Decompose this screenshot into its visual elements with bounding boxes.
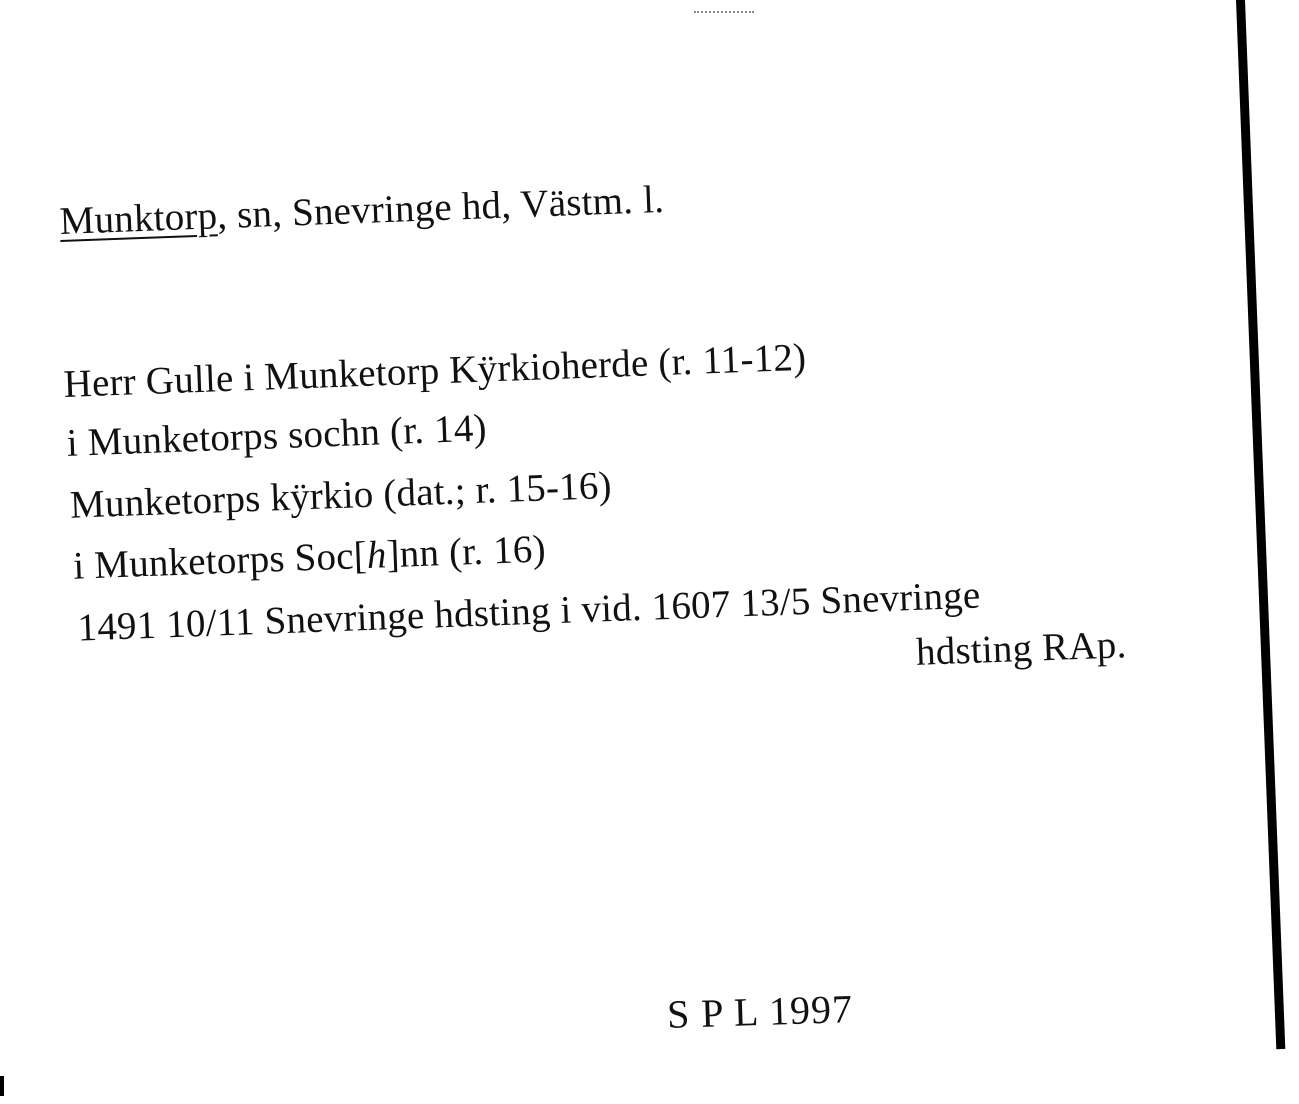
entry-text-start: i Munketorps Soc[ xyxy=(72,533,368,588)
entry-text-italic: h xyxy=(366,533,388,577)
header-description: , sn, Snevringe hd, Västm. l. xyxy=(216,177,665,238)
source-line-continued: hdsting RAp. xyxy=(915,623,1128,674)
entry-line: Herr Gulle i Munketorp Kÿrkioherde (r. 11-12) xyxy=(62,335,807,406)
entry-text-end: ]nn (r. 16) xyxy=(385,527,547,577)
entry-line: Munketorps kÿrkio (dat.; r. 15-16) xyxy=(69,463,613,527)
header-line xyxy=(59,178,665,244)
entry-line: i Munketorps sochn (r. 14) xyxy=(66,406,488,465)
scan-mark xyxy=(0,1076,4,1096)
signature: S P L 1997 xyxy=(666,986,854,1037)
headword: Munktorp xyxy=(58,194,218,243)
entry-line xyxy=(73,527,547,588)
source-line: 1491 10/11 Snevringe hdsting i vid. 1607 13/5 Snevringe xyxy=(76,573,982,650)
